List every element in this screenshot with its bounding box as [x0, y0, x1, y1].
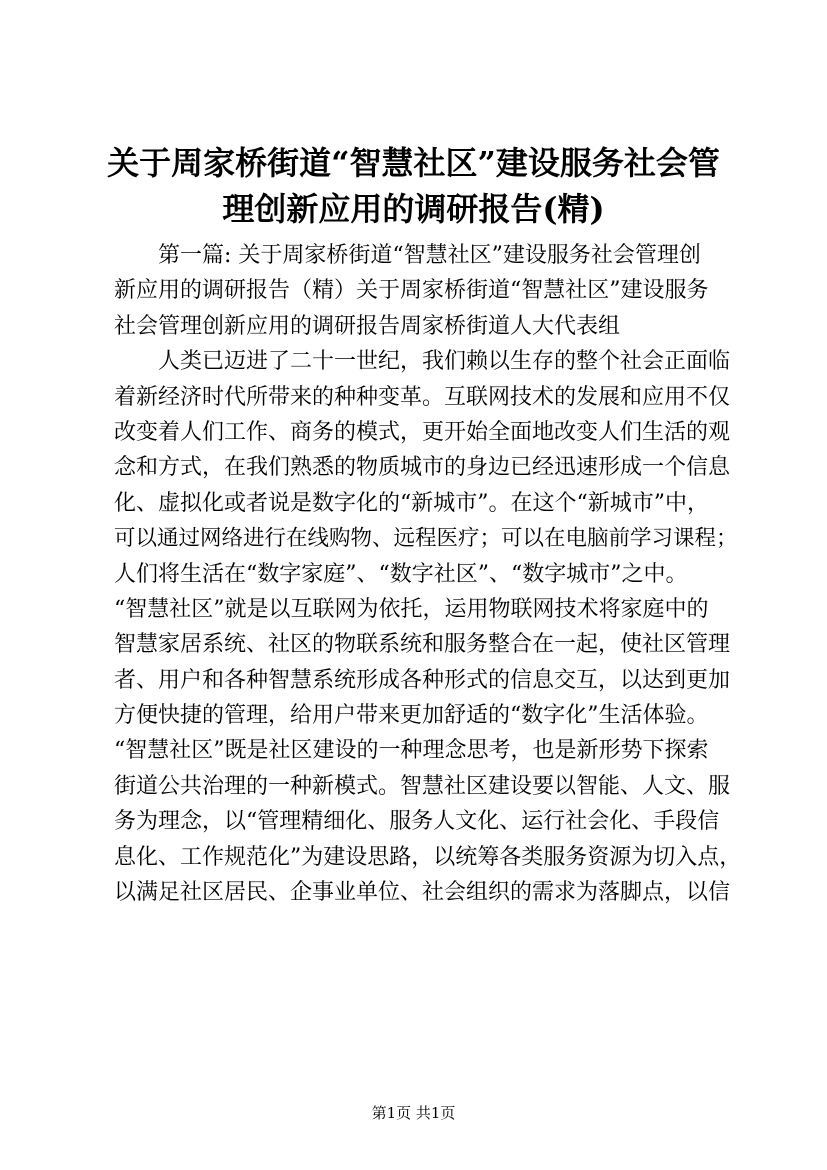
body-line: “智慧社区”既是社区建设的一种理念思考，也是新形势下探索 — [114, 738, 709, 764]
body-line: 息化、工作规范化”为建设思路，以统筹各类服务资源为切入点， — [114, 844, 742, 870]
body-line: 街道公共治理的一种新模式。智慧社区建设要以智能、人文、服 — [114, 773, 731, 799]
body-line: “智慧社区”就是以互联网为依托，运用物联网技术将家庭中的 — [114, 596, 709, 622]
body-line: 方便快捷的管理，给用户带来更加舒适的“数字化”生活体验。 — [114, 703, 709, 729]
body-line: 者、用户和各种智慧系统形成各种形式的信息交互，以达到更加 — [114, 667, 731, 693]
body-line: 务为理念，以“管理精细化、服务人文化、运行社会化、手段信 — [114, 809, 720, 835]
body-line: 第一篇: 关于周家桥街道“智慧社区”建设服务社会管理创 — [114, 243, 701, 268]
page-footer: 第1页 共1页 — [371, 1104, 456, 1122]
body-line: 着新经济时代所带来的种种变革。互联网技术的发展和应用不仅 — [114, 384, 731, 410]
body-line: 智慧家居系统、社区的物联系统和服务整合在一起，使社区管理 — [114, 632, 731, 658]
body-line: 改变着人们工作、商务的模式，更开始全面地改变人们生活的观 — [114, 419, 731, 445]
document-body — [114, 238, 744, 910]
body-line: 可以通过网络进行在线购物、远程医疗；可以在电脑前学习课程； — [114, 526, 738, 552]
body-line: 念和方式，在我们熟悉的物质城市的身边已经迅速形成一个信息 — [114, 455, 731, 481]
body-line: 人类已迈进了二十一世纪，我们赖以生存的整个社会正面临 — [114, 349, 731, 375]
body-line: 人们将生活在“数字家庭”、“数字社区”、“数字城市”之中。 — [114, 561, 688, 587]
title-line: 关于周家桥街道“智慧社区”建设服务社会管 — [107, 144, 720, 182]
body-line: 以满足社区居民、企事业单位、社会组织的需求为落脚点，以信 — [114, 880, 731, 906]
body-line: 社会管理创新应用的调研报告周家桥街道人大代表组 — [114, 313, 621, 339]
body-line: 新应用的调研报告（精）关于周家桥街道“智慧社区”建设服务 — [114, 278, 709, 304]
document-title — [100, 140, 727, 232]
body-line: 化、虚拟化或者说是数字化的“新城市”。在这个“新城市”中， — [114, 490, 709, 516]
title-line: 理创新应用的调研报告(精) — [222, 190, 605, 228]
